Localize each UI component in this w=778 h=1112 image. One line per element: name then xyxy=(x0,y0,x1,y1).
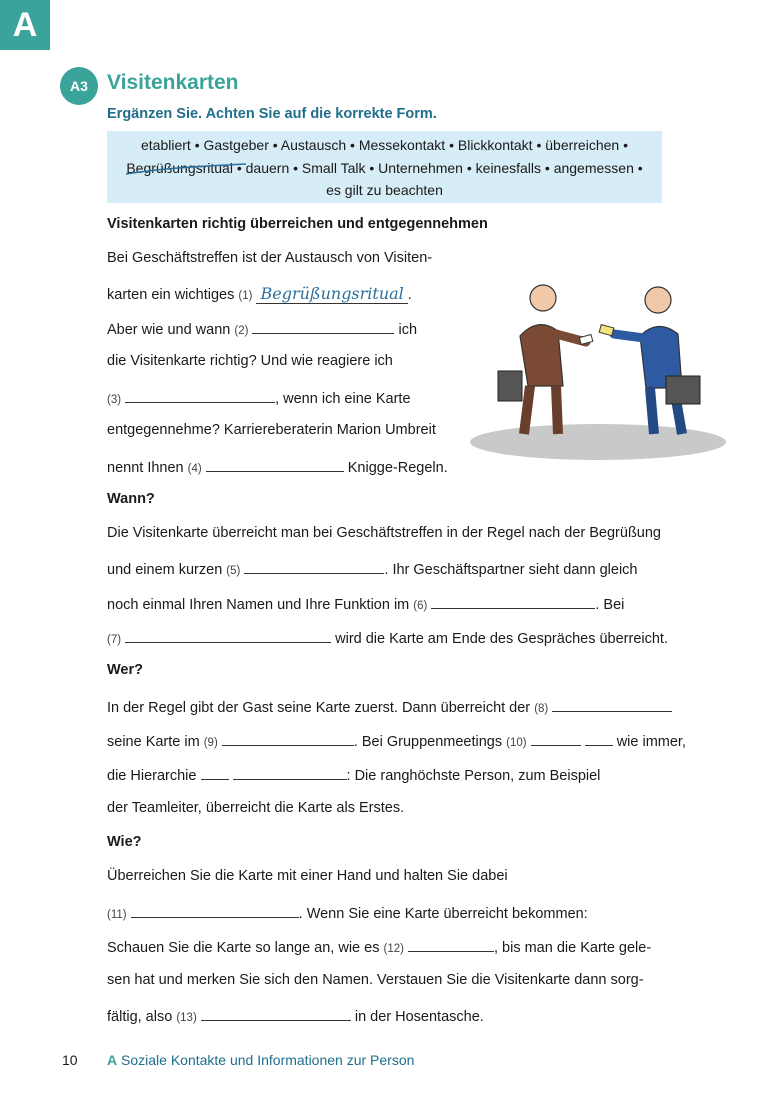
answer-1[interactable]: Begrüßungsritual xyxy=(256,284,407,304)
gap-11[interactable] xyxy=(131,903,299,918)
text-line: Überreichen Sie die Karte mit einer Hand und halten Sie dabei xyxy=(107,868,508,884)
text-line: die Hierarchie : Die ranghöchste Person, zum Beispiel xyxy=(107,765,600,784)
gap-10c[interactable] xyxy=(201,765,229,780)
wie-heading: Wie? xyxy=(107,834,142,850)
gap-12[interactable] xyxy=(408,937,494,952)
gap-number: (9) xyxy=(203,737,218,749)
gap-number: (2) xyxy=(234,325,249,337)
gap-13[interactable] xyxy=(201,1006,351,1021)
gap-number: (10) xyxy=(506,737,527,749)
gap-7[interactable] xyxy=(125,628,331,643)
text-line: Die Visitenkarte überreicht man bei Geschäftstreffen in der Regel nach der Begrüßung xyxy=(107,525,661,541)
gap-10a[interactable] xyxy=(531,731,581,746)
unit-corner-tab: A xyxy=(0,0,50,50)
wer-heading: Wer? xyxy=(107,662,143,678)
gap-3[interactable] xyxy=(125,388,275,403)
text-line: Bei Geschäftstreffen ist der Austausch von Visiten- xyxy=(107,250,433,266)
text-line: karten ein wichtiges (1) Begrüßungsritual . xyxy=(107,284,412,303)
gap-number: (13) xyxy=(176,1012,197,1024)
text-line: In der Regel gibt der Gast seine Karte zuerst. Dann überreicht der (8) xyxy=(107,697,672,716)
gap-9[interactable] xyxy=(222,731,354,746)
gap-number: (1) xyxy=(238,290,253,302)
footer-unit-title: A Soziale Kontakte und Informationen zur Person xyxy=(107,1052,415,1068)
word-bank-line-3: es gilt zu beachten xyxy=(326,182,443,198)
wann-heading: Wann? xyxy=(107,491,155,507)
strike-through-icon xyxy=(124,162,248,178)
text-line: der Teamleiter, überreicht die Karte als Erstes. xyxy=(107,800,405,816)
text-line: sen hat und merken Sie sich den Namen. Verstauen Sie die Visitenkarte dann sorg- xyxy=(107,972,644,988)
text-line: fältig, also (13) in der Hosentasche. xyxy=(107,1006,484,1025)
gap-8[interactable] xyxy=(552,697,672,712)
gap-4[interactable] xyxy=(206,457,344,472)
text-line: die Visitenkarte richtig? Und wie reagiere ich xyxy=(107,353,393,369)
word-bank-line-1: etabliert • Gastgeber • Austausch • Messekontakt • Blickkontakt • überreichen • xyxy=(141,137,628,153)
gap-6[interactable] xyxy=(431,594,595,609)
text-line: seine Karte im (9) . Bei Gruppenmeetings (10) wie immer, xyxy=(107,731,686,750)
word-bank xyxy=(107,131,662,203)
text-line: (3) , wenn ich eine Karte xyxy=(107,388,411,407)
gap-number: (11) xyxy=(107,909,127,921)
text-line: nennt Ihnen (4) Knigge-Regeln. xyxy=(107,457,448,476)
gap-number: (4) xyxy=(187,463,202,475)
gap-number: (6) xyxy=(413,600,428,612)
section-heading: Visitenkarten richtig überreichen und entgegennehmen xyxy=(107,216,488,232)
word-bank-line-2: Begrüßungsritual • dauern • Small Talk • Unternehmen • keinesfalls • angemessen • xyxy=(126,159,643,176)
gap-number: (12) xyxy=(383,943,404,955)
gap-2[interactable] xyxy=(252,319,394,334)
gap-number: (5) xyxy=(226,565,241,577)
crossed-word: Begrüßungsritual xyxy=(126,160,233,176)
page-number: 10 xyxy=(62,1052,78,1068)
text-line: Aber wie und wann (2) ich xyxy=(107,319,417,338)
text-line: und einem kurzen (5) . Ihr Geschäftspartner sieht dann gleich xyxy=(107,559,637,578)
instruction: Ergänzen Sie. Achten Sie auf die korrekte Form. xyxy=(107,106,437,122)
text-line: (11) . Wenn Sie eine Karte überreicht bekommen: xyxy=(107,903,588,922)
gap-5[interactable] xyxy=(244,559,384,574)
gap-10b[interactable] xyxy=(585,731,613,746)
gap-number: (7) xyxy=(107,634,122,646)
text-line: entgegennehme? Karriereberaterin Marion Umbreit xyxy=(107,422,436,438)
text-line: (7) wird die Karte am Ende des Gespräches überreicht. xyxy=(107,628,668,647)
exercise-title: Visitenkarten xyxy=(107,71,239,94)
exercise-badge: A3 xyxy=(60,67,98,105)
gap-number: (3) xyxy=(107,394,122,406)
business-card-exchange-illustration xyxy=(468,276,730,466)
text-line: Schauen Sie die Karte so lange an, wie es (12) , bis man die Karte gele- xyxy=(107,937,651,956)
gap-10d[interactable] xyxy=(233,765,347,780)
gap-number: (8) xyxy=(534,703,549,715)
text-line: noch einmal Ihren Namen und Ihre Funktion im (6) . Bei xyxy=(107,594,624,613)
